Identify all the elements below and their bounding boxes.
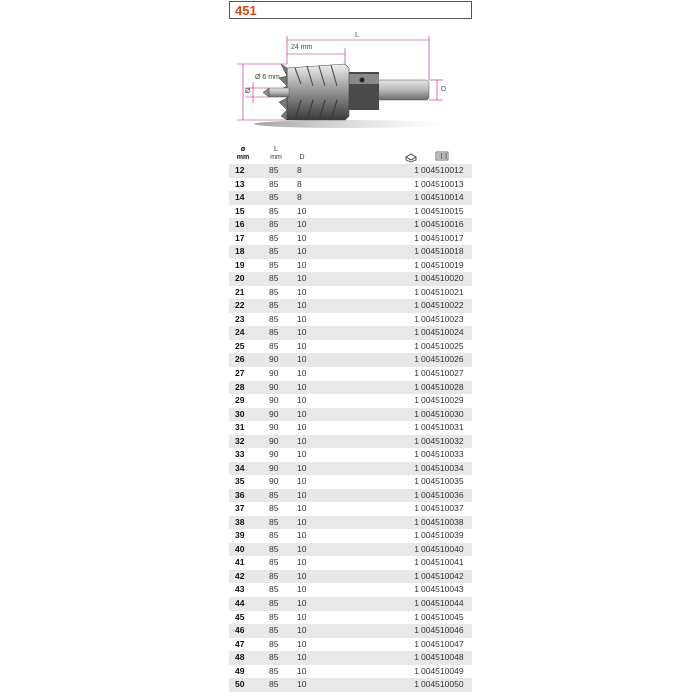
cell-diameter: 18 [235, 246, 245, 257]
cell-quantity: 1 [414, 422, 419, 433]
cell-shank: 10 [297, 286, 307, 297]
cell-quantity: 1 [414, 340, 419, 351]
cell-shank: 10 [297, 340, 307, 351]
table-row [229, 570, 472, 584]
cell-length: 90 [269, 422, 279, 433]
cell-diameter: 34 [235, 462, 245, 473]
cell-shank: 8 [297, 178, 302, 189]
cell-quantity: 1 [414, 395, 419, 406]
cell-length: 90 [269, 381, 279, 392]
cell-quantity: 1 [414, 543, 419, 554]
cell-length: 85 [269, 638, 279, 649]
table-row [229, 232, 472, 246]
hole-cutter-image [229, 24, 472, 146]
cell-length: 90 [269, 354, 279, 365]
cell-length: 90 [269, 367, 279, 378]
table-row [229, 191, 472, 205]
cell-length: 85 [269, 489, 279, 500]
table-row [229, 381, 472, 395]
cell-shank: 10 [297, 300, 307, 311]
table-row [229, 367, 472, 381]
cell-shank: 10 [297, 652, 307, 663]
cell-quantity: 1 [414, 192, 419, 203]
cell-quantity: 1 [414, 327, 419, 338]
cell-shank: 10 [297, 327, 307, 338]
cell-length: 85 [269, 665, 279, 676]
cell-length: 85 [269, 192, 279, 203]
cell-length: 90 [269, 462, 279, 473]
table-row [229, 489, 472, 503]
table-row [229, 435, 472, 449]
cell-shank: 10 [297, 422, 307, 433]
cell-diameter: 26 [235, 354, 245, 365]
cell-length: 85 [269, 313, 279, 324]
cell-quantity: 1 [414, 449, 419, 460]
dim-flute-length: 24 mm [291, 44, 313, 51]
cell-code: 004510023 [421, 313, 464, 324]
cell-code: 004510022 [421, 300, 464, 311]
cell-shank: 10 [297, 503, 307, 514]
cell-diameter: 43 [235, 584, 245, 595]
cell-length: 85 [269, 205, 279, 216]
table-row [229, 259, 472, 273]
cell-quantity: 1 [414, 273, 419, 284]
cell-code: 004510048 [421, 652, 464, 663]
cell-diameter: 25 [235, 340, 245, 351]
cell-diameter: 28 [235, 381, 245, 392]
cell-quantity: 1 [414, 611, 419, 622]
cell-code: 004510033 [421, 449, 464, 460]
cell-shank: 10 [297, 313, 307, 324]
cell-code: 004510050 [421, 679, 464, 690]
cell-quantity: 1 [414, 489, 419, 500]
cell-length: 85 [269, 652, 279, 663]
cell-diameter: 46 [235, 625, 245, 636]
cell-shank: 10 [297, 638, 307, 649]
cell-length: 85 [269, 503, 279, 514]
cell-code: 004510039 [421, 530, 464, 541]
cell-diameter: 19 [235, 259, 245, 270]
cell-shank: 10 [297, 462, 307, 473]
header-diameter-symbol: ø [240, 146, 246, 153]
table-row [229, 164, 472, 178]
cell-shank: 10 [297, 584, 307, 595]
cell-code: 004510019 [421, 259, 464, 270]
cell-diameter: 33 [235, 449, 245, 460]
cell-length: 90 [269, 395, 279, 406]
cell-quantity: 1 [414, 476, 419, 487]
cell-quantity: 1 [414, 665, 419, 676]
cell-diameter: 32 [235, 435, 245, 446]
cell-quantity: 1 [414, 259, 419, 270]
cell-shank: 10 [297, 259, 307, 270]
cell-code: 004510031 [421, 422, 464, 433]
cell-shank: 10 [297, 449, 307, 460]
cell-quantity: 1 [414, 219, 419, 230]
cell-shank: 8 [297, 192, 302, 203]
cell-diameter: 24 [235, 327, 245, 338]
cell-length: 85 [269, 327, 279, 338]
cell-code: 004510014 [421, 192, 464, 203]
cell-code: 004510049 [421, 665, 464, 676]
dim-length: L [355, 32, 359, 39]
cell-diameter: 44 [235, 598, 245, 608]
cell-code: 004510047 [421, 638, 464, 649]
cell-diameter: 27 [235, 367, 245, 378]
cell-quantity: 1 [414, 354, 419, 365]
cell-length: 85 [269, 178, 279, 189]
cell-code: 004510041 [421, 557, 464, 568]
cell-length: 85 [269, 259, 279, 270]
table-row [229, 340, 472, 354]
cell-length: 85 [269, 625, 279, 636]
cell-quantity: 1 [414, 381, 419, 392]
cell-length: 85 [269, 246, 279, 257]
table-row [229, 502, 472, 516]
cell-length: 85 [269, 219, 279, 230]
cell-diameter: 40 [235, 543, 245, 554]
table-row [229, 178, 472, 192]
table-row [229, 651, 472, 665]
table-row [229, 462, 472, 476]
cell-length: 85 [269, 598, 279, 608]
header-length-unit: mm [270, 154, 282, 161]
table-row [229, 286, 472, 300]
cell-shank: 10 [297, 598, 307, 608]
cell-shank: 10 [297, 570, 307, 581]
table-row [229, 583, 472, 597]
cell-shank: 10 [297, 219, 307, 230]
table-row [229, 611, 472, 625]
cell-length: 90 [269, 449, 279, 460]
table-row [229, 638, 472, 652]
cell-code: 004510040 [421, 543, 464, 554]
cell-code: 004510034 [421, 462, 464, 473]
cell-diameter: 23 [235, 313, 245, 324]
cell-diameter: 42 [235, 570, 245, 581]
cell-quantity: 1 [414, 570, 419, 581]
cell-shank: 10 [297, 381, 307, 392]
cell-code: 004510032 [421, 435, 464, 446]
cell-shank: 10 [297, 273, 307, 284]
table-row [229, 448, 472, 462]
cell-quantity: 1 [414, 652, 419, 663]
product-code-title: 451 [235, 3, 257, 18]
cell-length: 85 [269, 679, 279, 690]
cell-shank: 10 [297, 665, 307, 676]
cell-shank: 10 [297, 205, 307, 216]
cell-code: 004510029 [421, 395, 464, 406]
cell-code: 004510042 [421, 570, 464, 581]
cell-length: 85 [269, 584, 279, 595]
cell-shank: 10 [297, 543, 307, 554]
cell-diameter: 12 [235, 165, 245, 175]
cell-shank: 10 [297, 625, 307, 636]
cell-diameter: 39 [235, 530, 245, 541]
cell-quantity: 1 [414, 178, 419, 189]
cell-shank: 10 [297, 679, 307, 690]
cell-code: 004510024 [421, 327, 464, 338]
cell-quantity: 1 [414, 313, 419, 324]
cell-length: 85 [269, 232, 279, 243]
dim-diameter: Ø [245, 88, 251, 95]
dim-pilot: Ø 6 mm [255, 74, 280, 81]
table-row [229, 665, 472, 679]
cell-length: 90 [269, 476, 279, 487]
cell-code: 004510015 [421, 205, 464, 216]
table-row [229, 516, 472, 530]
cell-quantity: 1 [414, 638, 419, 649]
cell-code: 004510043 [421, 584, 464, 595]
cell-shank: 10 [297, 557, 307, 568]
cell-diameter: 16 [235, 219, 245, 230]
cell-code: 004510037 [421, 503, 464, 514]
cell-diameter: 48 [235, 652, 245, 663]
cell-diameter: 14 [235, 192, 245, 203]
cell-diameter: 31 [235, 422, 245, 433]
cell-diameter: 20 [235, 273, 245, 284]
table-row [229, 326, 472, 340]
cell-code: 004510035 [421, 476, 464, 487]
cell-quantity: 1 [414, 205, 419, 216]
cell-quantity: 1 [414, 367, 419, 378]
cell-shank: 10 [297, 611, 307, 622]
cell-diameter: 15 [235, 205, 245, 216]
table-row [229, 245, 472, 259]
cell-shank: 10 [297, 395, 307, 406]
cell-code: 004510030 [421, 408, 464, 419]
table-row [229, 529, 472, 543]
cell-length: 85 [269, 557, 279, 568]
cell-length: 90 [269, 408, 279, 419]
cell-diameter: 30 [235, 408, 245, 419]
cell-quantity: 1 [414, 503, 419, 514]
cell-diameter: 50 [235, 679, 245, 690]
cell-shank: 10 [297, 435, 307, 446]
cell-length: 85 [269, 300, 279, 311]
cell-shank: 10 [297, 489, 307, 500]
table-row [229, 218, 472, 232]
cell-code: 004510044 [421, 598, 464, 608]
cell-code: 004510017 [421, 232, 464, 243]
table-row [229, 353, 472, 367]
header-length-symbol: L [274, 146, 278, 153]
cell-diameter: 45 [235, 611, 245, 622]
cell-length: 85 [269, 273, 279, 284]
cell-diameter: 17 [235, 232, 245, 243]
cell-shank: 10 [297, 232, 307, 243]
cell-shank: 8 [297, 165, 302, 175]
cell-quantity: 1 [414, 598, 419, 608]
cell-code: 004510038 [421, 516, 464, 527]
cell-diameter: 47 [235, 638, 245, 649]
cell-quantity: 1 [414, 530, 419, 541]
cell-quantity: 1 [414, 625, 419, 636]
cell-code: 004510046 [421, 625, 464, 636]
cell-diameter: 35 [235, 476, 245, 487]
cell-shank: 10 [297, 408, 307, 419]
cell-quantity: 1 [414, 246, 419, 257]
cell-quantity: 1 [414, 462, 419, 473]
cell-code: 004510016 [421, 219, 464, 230]
table-row [229, 678, 472, 692]
cell-quantity: 1 [414, 516, 419, 527]
cell-quantity: 1 [414, 435, 419, 446]
header-diameter-unit: mm [236, 154, 250, 161]
product-header [229, 1, 472, 19]
table-row [229, 313, 472, 327]
table-row [229, 624, 472, 638]
table-row [229, 475, 472, 489]
header-shank-symbol: D [299, 154, 305, 161]
cell-code: 004510020 [421, 273, 464, 284]
cell-shank: 10 [297, 530, 307, 541]
cell-diameter: 38 [235, 516, 245, 527]
cell-shank: 10 [297, 354, 307, 365]
cell-quantity: 1 [414, 232, 419, 243]
cell-code: 004510045 [421, 611, 464, 622]
size-table [229, 164, 472, 692]
cell-quantity: 1 [414, 557, 419, 568]
table-row [229, 299, 472, 313]
cell-code: 004510026 [421, 354, 464, 365]
table-header [229, 146, 472, 164]
cell-diameter: 36 [235, 489, 245, 500]
cell-length: 85 [269, 530, 279, 541]
cell-length: 85 [269, 340, 279, 351]
cell-diameter: 49 [235, 665, 245, 676]
cell-quantity: 1 [414, 286, 419, 297]
cell-diameter: 22 [235, 300, 245, 311]
table-row [229, 272, 472, 286]
cell-code: 004510012 [421, 165, 464, 175]
cell-code: 004510025 [421, 340, 464, 351]
cell-code: 004510021 [421, 286, 464, 297]
cell-length: 85 [269, 516, 279, 527]
cell-shank: 10 [297, 516, 307, 527]
cell-shank: 10 [297, 367, 307, 378]
table-row [229, 556, 472, 570]
cell-length: 90 [269, 435, 279, 446]
cell-shank: 10 [297, 476, 307, 487]
cell-quantity: 1 [414, 584, 419, 595]
table-row [229, 421, 472, 435]
dim-shank: D [441, 86, 447, 93]
table-row [229, 408, 472, 422]
table-row [229, 394, 472, 408]
cell-code: 004510018 [421, 246, 464, 257]
cell-shank: 10 [297, 246, 307, 257]
cell-diameter: 13 [235, 178, 245, 189]
cell-quantity: 1 [414, 679, 419, 690]
cell-quantity: 1 [414, 300, 419, 311]
tool-drawing [229, 24, 472, 146]
cell-length: 85 [269, 286, 279, 297]
cell-length: 85 [269, 611, 279, 622]
cell-code: 004510013 [421, 178, 464, 189]
cell-length: 85 [269, 543, 279, 554]
cell-quantity: 1 [414, 408, 419, 419]
cell-diameter: 29 [235, 395, 245, 406]
cell-quantity: 1 [414, 165, 419, 175]
cell-code: 004510027 [421, 367, 464, 378]
cell-code: 004510036 [421, 489, 464, 500]
cell-diameter: 41 [235, 557, 245, 568]
table-row [229, 597, 472, 611]
table-row [229, 543, 472, 557]
cell-code: 004510028 [421, 381, 464, 392]
table-row [229, 205, 472, 219]
cell-length: 85 [269, 165, 279, 175]
cell-diameter: 37 [235, 503, 245, 514]
cell-diameter: 21 [235, 286, 245, 297]
cell-length: 85 [269, 570, 279, 581]
